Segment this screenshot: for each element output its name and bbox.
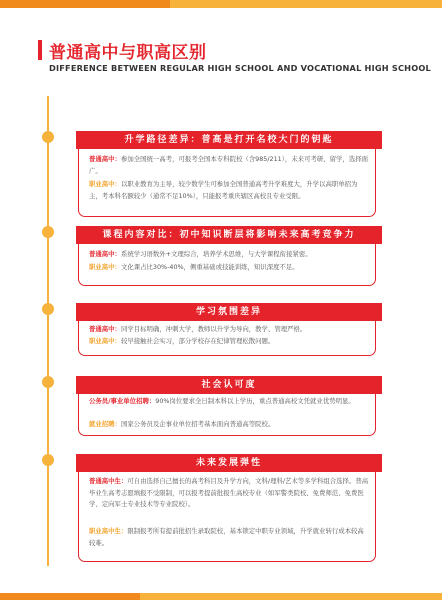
item-text: 90%岗位要求全日制本科以上学历，重点普通高校文凭就业优势明显。 (155, 397, 355, 405)
section-card (78, 141, 376, 217)
section-item (89, 154, 369, 177)
bottom-accent-bar (0, 593, 442, 600)
section-item (89, 396, 369, 408)
section-header: 学习氛围差异 (76, 303, 382, 321)
item-text: 国家公务员及企事业单位招考基本面向普通高等院校。 (120, 420, 275, 428)
section-item (89, 419, 369, 431)
item-label: 职业高中生： (89, 527, 128, 535)
timeline-dot (42, 454, 54, 466)
item-text: 限制报考所有提前批招生录取院校，基本锁定中职专业领域，升学就业转行成本较高较难。 (89, 527, 364, 547)
timeline-dot (42, 131, 54, 143)
item-text: 可自由选择自己擅长的高考科目及升学方向，文科/理科/艺术等多学科组合选择。普高毕业生高考志愿填报不受限制，可以报考提前批报生高校专业（如军警类院校、免费师范、免费医学、定向军士专业技术等专业院校）。 (89, 477, 369, 508)
item-label: 普通高中： (89, 155, 121, 163)
timeline-dot (42, 376, 54, 388)
timeline-line (47, 96, 49, 566)
section-item (89, 179, 369, 202)
top-accent-bar (0, 0, 442, 8)
section-header: 课程内容对比：初中知识断层将影响未来高考竞争力 (76, 226, 382, 244)
item-text: 同学目标明确，冲刺大学，教师以升学为导向，教学、管理严格。 (120, 325, 307, 333)
item-label: 职业高中： (89, 180, 121, 188)
item-label: 职业高中： (89, 263, 121, 271)
page-title: 普通高中与职高区别 (49, 43, 207, 63)
section-item (89, 336, 369, 348)
item-label: 普通高中生： (89, 477, 128, 485)
timeline-dot (42, 303, 54, 315)
item-text: 文化课占比30%-40%，侧重基础或技能训练，知识深度不足。 (120, 263, 299, 271)
section-header: 社会认可度 (76, 376, 382, 394)
item-label: 公务员/事业单位招聘： (89, 397, 156, 405)
section-item (89, 249, 369, 261)
section-card (78, 464, 376, 562)
section-item (89, 476, 369, 511)
item-label: 普通高中： (89, 250, 121, 258)
page-subtitle: DIFFERENCE BETWEEN REGULAR HIGH SCHOOL AND VOCATIONAL HIGH SCHOOL (49, 63, 431, 73)
section-header: 升学路径差异：普高是打开名校大门的钥匙 (76, 131, 382, 149)
section-item (89, 324, 369, 336)
item-text: 参加全国统一高考，可报考全国本专科院校（含985/211），未来可考研、留学，选择面广。 (89, 155, 368, 175)
item-label: 普通高中： (89, 325, 121, 333)
section-header: 未来发展弹性 (76, 454, 382, 472)
item-text: 以职业教育为主导，较少数学生可参加全国普通高考升学难度大，升学以高职单招为主，考本科名额较少（通常不足10%），只能报考重庆辖区高校且专业受限。 (89, 180, 358, 200)
item-label: 就业招聘： (89, 420, 121, 428)
item-text: 较早接触社会实习，部分学校存在纪律管理松散问题。 (120, 337, 275, 345)
section-item (89, 526, 369, 549)
timeline-dot (42, 226, 54, 238)
title-marker (38, 40, 42, 60)
section-item (89, 262, 369, 274)
item-label: 职业高中： (89, 337, 121, 345)
item-text: 系统学习语数外+文理综合，培养学术思维，与大学课程衔接紧密。 (120, 250, 312, 258)
